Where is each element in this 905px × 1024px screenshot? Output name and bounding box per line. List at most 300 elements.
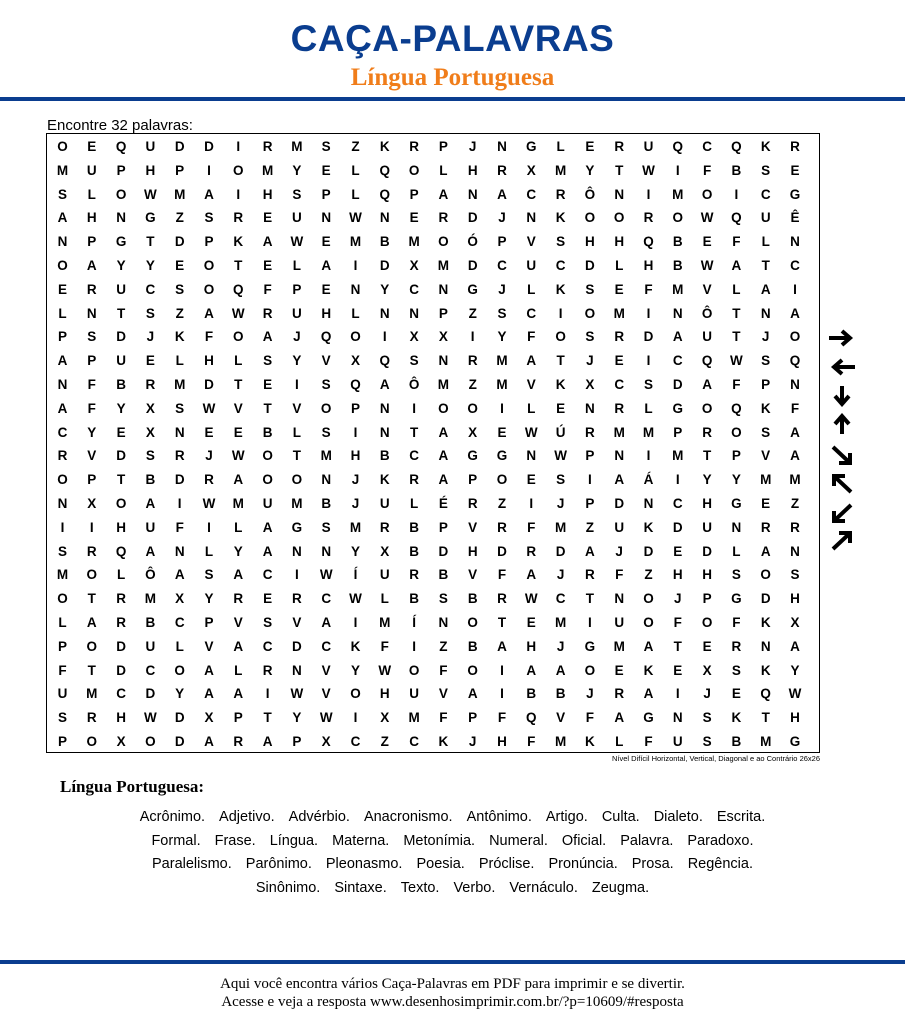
grid-cell[interactable]: L: [234, 519, 243, 535]
grid-cell[interactable]: H: [497, 734, 507, 749]
grid-cell[interactable]: S: [585, 281, 595, 297]
grid-cell[interactable]: M: [554, 162, 567, 178]
grid-cell[interactable]: S: [585, 329, 595, 345]
grid-cell[interactable]: O: [731, 424, 742, 440]
grid-cell[interactable]: A: [790, 305, 800, 321]
grid-cell[interactable]: R: [409, 139, 419, 154]
grid-cell[interactable]: O: [467, 615, 478, 630]
grid-cell[interactable]: Q: [115, 543, 127, 559]
grid-cell[interactable]: L: [615, 734, 624, 749]
grid-cell[interactable]: L: [58, 615, 67, 630]
grid-cell[interactable]: Y: [116, 400, 126, 416]
grid-cell[interactable]: K: [379, 472, 390, 488]
grid-cell[interactable]: G: [145, 210, 156, 226]
grid-cell[interactable]: K: [379, 139, 390, 154]
grid-cell[interactable]: F: [497, 710, 507, 726]
grid-cell[interactable]: J: [615, 543, 623, 559]
grid-cell[interactable]: O: [584, 305, 596, 321]
grid-cell[interactable]: X: [409, 329, 419, 345]
grid-cell[interactable]: R: [292, 591, 302, 607]
grid-cell[interactable]: F: [702, 162, 712, 178]
grid-cell[interactable]: H: [790, 591, 800, 607]
grid-cell[interactable]: N: [790, 377, 800, 392]
grid-cell[interactable]: K: [760, 615, 771, 630]
grid-cell[interactable]: O: [233, 329, 244, 345]
grid-cell[interactable]: Y: [145, 258, 155, 273]
grid-cell[interactable]: A: [233, 567, 244, 583]
grid-cell[interactable]: T: [234, 258, 243, 273]
grid-cell[interactable]: E: [702, 638, 712, 654]
grid-cell[interactable]: W: [730, 353, 743, 369]
grid-cell[interactable]: N: [614, 186, 625, 202]
grid-cell[interactable]: N: [497, 139, 507, 154]
grid-cell[interactable]: O: [86, 734, 98, 749]
grid-cell[interactable]: C: [672, 353, 683, 369]
grid-cell[interactable]: M: [613, 305, 625, 321]
grid-cell[interactable]: O: [643, 591, 654, 607]
grid-cell[interactable]: I: [236, 139, 241, 154]
grid-cell[interactable]: X: [702, 662, 712, 678]
grid-cell[interactable]: I: [558, 305, 563, 321]
grid-cell[interactable]: O: [203, 281, 215, 297]
grid-cell[interactable]: M: [86, 686, 98, 702]
grid-cell[interactable]: O: [496, 472, 508, 488]
grid-cell[interactable]: H: [379, 686, 390, 702]
grid-cell[interactable]: A: [262, 543, 273, 559]
grid-cell[interactable]: E: [321, 234, 331, 250]
grid-cell[interactable]: Y: [292, 353, 302, 369]
grid-cell[interactable]: S: [761, 353, 771, 369]
grid-cell[interactable]: W: [554, 448, 567, 464]
grid-cell[interactable]: O: [86, 638, 98, 654]
grid-cell[interactable]: X: [585, 377, 595, 392]
grid-cell[interactable]: V: [468, 519, 478, 535]
grid-cell[interactable]: R: [233, 591, 244, 607]
grid-cell[interactable]: O: [57, 258, 68, 273]
grid-cell[interactable]: H: [585, 234, 595, 250]
grid-cell[interactable]: U: [145, 638, 156, 654]
grid-cell[interactable]: E: [263, 377, 273, 392]
grid-cell[interactable]: R: [643, 210, 654, 226]
grid-cell[interactable]: P: [702, 591, 712, 607]
grid-cell[interactable]: M: [349, 234, 362, 250]
grid-cell[interactable]: X: [380, 710, 390, 726]
grid-cell[interactable]: N: [292, 662, 302, 678]
grid-cell[interactable]: J: [205, 448, 213, 464]
grid-cell[interactable]: X: [526, 162, 536, 178]
grid-cell[interactable]: F: [644, 281, 653, 297]
grid-cell[interactable]: F: [644, 734, 653, 749]
grid-cell[interactable]: A: [467, 686, 478, 702]
grid-cell[interactable]: N: [321, 543, 332, 559]
grid-cell[interactable]: J: [468, 734, 477, 749]
grid-cell[interactable]: D: [116, 329, 126, 345]
grid-cell[interactable]: P: [438, 519, 448, 535]
grid-cell[interactable]: H: [86, 210, 97, 226]
grid-cell[interactable]: G: [115, 234, 127, 250]
grid-cell[interactable]: C: [262, 567, 273, 583]
grid-cell[interactable]: P: [409, 186, 419, 202]
grid-cell[interactable]: T: [116, 472, 126, 488]
grid-cell[interactable]: A: [379, 377, 390, 392]
grid-cell[interactable]: J: [556, 567, 565, 583]
grid-cell[interactable]: K: [731, 710, 742, 726]
grid-cell[interactable]: R: [790, 519, 800, 535]
grid-cell[interactable]: N: [174, 543, 185, 559]
grid-cell[interactable]: N: [760, 305, 771, 321]
grid-cell[interactable]: E: [175, 258, 185, 273]
grid-cell[interactable]: U: [409, 686, 419, 702]
grid-cell[interactable]: E: [761, 496, 771, 511]
grid-cell[interactable]: L: [351, 162, 360, 178]
grid-cell[interactable]: T: [761, 710, 770, 726]
grid-cell[interactable]: V: [292, 615, 302, 630]
grid-cell[interactable]: C: [321, 638, 332, 654]
grid-cell[interactable]: O: [438, 400, 449, 416]
grid-cell[interactable]: M: [291, 496, 303, 511]
grid-cell[interactable]: R: [409, 472, 419, 488]
grid-cell[interactable]: F: [497, 567, 507, 583]
grid-cell[interactable]: R: [86, 543, 97, 559]
grid-cell[interactable]: A: [614, 472, 625, 488]
grid-cell[interactable]: I: [295, 377, 299, 392]
grid-cell[interactable]: P: [497, 234, 507, 250]
grid-cell[interactable]: Y: [292, 710, 302, 726]
grid-cell[interactable]: Ô: [701, 305, 713, 321]
grid-cell[interactable]: L: [58, 305, 67, 321]
grid-cell[interactable]: M: [379, 615, 391, 630]
grid-cell[interactable]: U: [526, 258, 537, 273]
grid-cell[interactable]: L: [527, 400, 536, 416]
grid-cell[interactable]: C: [409, 281, 419, 297]
grid-cell[interactable]: N: [438, 615, 449, 630]
grid-cell[interactable]: N: [526, 448, 537, 464]
grid-cell[interactable]: J: [586, 353, 594, 369]
grid-cell[interactable]: M: [642, 424, 655, 440]
grid-cell[interactable]: I: [646, 448, 651, 464]
grid-cell[interactable]: T: [116, 305, 126, 321]
grid-cell[interactable]: Ô: [408, 377, 420, 392]
grid-cell[interactable]: M: [613, 638, 625, 654]
grid-cell[interactable]: N: [86, 305, 97, 321]
grid-cell[interactable]: X: [145, 424, 155, 440]
grid-cell[interactable]: N: [760, 638, 771, 654]
grid-cell[interactable]: B: [409, 543, 419, 559]
grid-cell[interactable]: Y: [350, 543, 360, 559]
grid-cell[interactable]: Ó: [467, 234, 478, 250]
grid-cell[interactable]: O: [350, 686, 361, 702]
grid-cell[interactable]: Ô: [584, 186, 596, 202]
grid-cell[interactable]: W: [349, 591, 362, 607]
grid-cell[interactable]: M: [174, 186, 186, 202]
grid-cell[interactable]: O: [233, 162, 244, 178]
grid-cell[interactable]: V: [321, 353, 331, 369]
grid-cell[interactable]: W: [290, 234, 304, 250]
grid-cell[interactable]: P: [87, 353, 97, 369]
grid-cell[interactable]: W: [202, 496, 216, 511]
grid-cell[interactable]: P: [438, 305, 448, 321]
grid-cell[interactable]: I: [675, 686, 680, 702]
grid-cell[interactable]: L: [409, 496, 419, 511]
grid-cell[interactable]: A: [555, 662, 566, 678]
grid-cell[interactable]: I: [470, 329, 475, 345]
grid-cell[interactable]: W: [144, 710, 157, 726]
grid-cell[interactable]: W: [378, 662, 392, 678]
grid-cell[interactable]: N: [57, 234, 68, 250]
grid-cell[interactable]: Á: [643, 472, 654, 488]
grid-cell[interactable]: P: [731, 448, 741, 464]
grid-cell[interactable]: Ê: [790, 210, 800, 226]
grid-cell[interactable]: C: [526, 186, 537, 202]
grid-cell[interactable]: U: [57, 686, 68, 702]
grid-cell[interactable]: N: [409, 305, 419, 321]
grid-cell[interactable]: W: [319, 710, 333, 726]
grid-cell[interactable]: Í: [353, 567, 358, 583]
grid-cell[interactable]: D: [467, 210, 478, 226]
grid-cell[interactable]: D: [497, 543, 507, 559]
grid-cell[interactable]: B: [731, 162, 742, 178]
grid-cell[interactable]: P: [468, 472, 478, 488]
grid-cell[interactable]: J: [556, 638, 565, 654]
grid-cell[interactable]: T: [673, 638, 682, 654]
grid-cell[interactable]: A: [321, 615, 332, 630]
grid-cell[interactable]: Y: [702, 472, 712, 488]
grid-cell[interactable]: R: [262, 305, 273, 321]
grid-cell[interactable]: F: [87, 400, 96, 416]
grid-cell[interactable]: M: [613, 424, 625, 440]
grid-cell[interactable]: C: [57, 424, 68, 440]
grid-cell[interactable]: A: [145, 543, 156, 559]
grid-cell[interactable]: E: [263, 258, 273, 273]
grid-cell[interactable]: J: [586, 686, 594, 702]
grid-cell[interactable]: T: [732, 305, 741, 321]
grid-cell[interactable]: A: [760, 543, 771, 559]
grid-cell[interactable]: F: [439, 662, 448, 678]
grid-cell[interactable]: Z: [175, 305, 184, 321]
grid-cell[interactable]: F: [732, 234, 741, 250]
grid-cell[interactable]: I: [646, 305, 651, 321]
grid-cell[interactable]: F: [263, 281, 272, 297]
grid-cell[interactable]: D: [672, 519, 683, 535]
grid-cell[interactable]: Y: [204, 591, 214, 607]
grid-cell[interactable]: P: [57, 329, 67, 345]
grid-cell[interactable]: D: [467, 258, 478, 273]
grid-cell[interactable]: I: [353, 710, 358, 726]
grid-cell[interactable]: A: [790, 448, 800, 464]
grid-cell[interactable]: A: [438, 448, 449, 464]
grid-cell[interactable]: H: [672, 567, 683, 583]
grid-cell[interactable]: I: [295, 567, 299, 583]
grid-cell[interactable]: A: [233, 638, 244, 654]
grid-cell[interactable]: K: [233, 234, 244, 250]
grid-cell[interactable]: B: [731, 734, 742, 749]
grid-cell[interactable]: M: [56, 567, 69, 583]
grid-cell[interactable]: C: [116, 686, 126, 702]
grid-cell[interactable]: N: [379, 424, 390, 440]
grid-cell[interactable]: V: [321, 686, 331, 702]
grid-cell[interactable]: V: [438, 686, 448, 702]
grid-cell[interactable]: I: [177, 496, 182, 511]
grid-cell[interactable]: V: [87, 448, 97, 464]
grid-cell[interactable]: H: [145, 162, 156, 178]
grid-cell[interactable]: O: [262, 472, 273, 488]
grid-cell[interactable]: O: [789, 329, 801, 345]
grid-cell[interactable]: E: [263, 591, 273, 607]
grid-cell[interactable]: C: [174, 615, 185, 630]
grid-cell[interactable]: V: [761, 448, 771, 464]
grid-cell[interactable]: Z: [585, 519, 595, 535]
grid-cell[interactable]: R: [585, 424, 595, 440]
grid-cell[interactable]: M: [554, 615, 567, 630]
grid-cell[interactable]: D: [174, 710, 185, 726]
grid-cell[interactable]: U: [379, 567, 390, 583]
grid-cell[interactable]: K: [350, 638, 361, 654]
grid-cell[interactable]: A: [526, 353, 537, 369]
grid-cell[interactable]: M: [672, 281, 684, 297]
grid-cell[interactable]: P: [350, 400, 360, 416]
grid-cell[interactable]: Z: [468, 305, 477, 321]
grid-cell[interactable]: Q: [233, 281, 244, 297]
grid-cell[interactable]: X: [468, 424, 478, 440]
grid-cell[interactable]: D: [116, 662, 126, 678]
grid-cell[interactable]: R: [497, 591, 507, 607]
grid-cell[interactable]: Y: [380, 281, 390, 297]
grid-cell[interactable]: I: [675, 472, 680, 488]
grid-cell[interactable]: B: [145, 472, 156, 488]
grid-cell[interactable]: P: [87, 234, 97, 250]
grid-cell[interactable]: D: [379, 258, 390, 273]
grid-cell[interactable]: F: [204, 329, 214, 345]
grid-cell[interactable]: C: [555, 258, 566, 273]
grid-cell[interactable]: O: [291, 472, 303, 488]
grid-cell[interactable]: D: [614, 496, 625, 511]
grid-cell[interactable]: I: [588, 472, 592, 488]
grid-cell[interactable]: R: [204, 472, 214, 488]
grid-cell[interactable]: E: [116, 424, 126, 440]
grid-cell[interactable]: M: [144, 591, 157, 607]
grid-cell[interactable]: A: [174, 567, 185, 583]
grid-cell[interactable]: L: [615, 258, 624, 273]
grid-cell[interactable]: J: [556, 496, 565, 511]
grid-cell[interactable]: L: [204, 543, 214, 559]
grid-cell[interactable]: Q: [672, 139, 684, 154]
grid-cell[interactable]: G: [643, 710, 654, 726]
grid-cell[interactable]: O: [57, 591, 68, 607]
grid-cell[interactable]: X: [409, 258, 419, 273]
grid-cell[interactable]: C: [790, 258, 800, 273]
grid-cell[interactable]: R: [555, 186, 566, 202]
grid-cell[interactable]: H: [262, 186, 273, 202]
grid-cell[interactable]: T: [585, 591, 595, 607]
grid-cell[interactable]: O: [467, 400, 478, 416]
grid-cell[interactable]: P: [673, 424, 683, 440]
grid-cell[interactable]: A: [204, 186, 214, 202]
grid-cell[interactable]: B: [262, 424, 273, 440]
grid-cell[interactable]: S: [57, 543, 67, 559]
grid-cell[interactable]: D: [174, 234, 185, 250]
grid-cell[interactable]: Y: [87, 424, 97, 440]
grid-cell[interactable]: R: [702, 424, 712, 440]
grid-cell[interactable]: K: [174, 329, 185, 345]
grid-cell[interactable]: W: [349, 210, 362, 226]
grid-cell[interactable]: I: [236, 186, 241, 202]
grid-cell[interactable]: C: [555, 591, 566, 607]
grid-cell[interactable]: E: [673, 543, 683, 559]
grid-cell[interactable]: B: [555, 686, 566, 702]
grid-cell[interactable]: A: [57, 210, 68, 226]
grid-cell[interactable]: X: [790, 615, 800, 630]
grid-cell[interactable]: U: [145, 139, 156, 154]
grid-cell[interactable]: V: [321, 662, 331, 678]
grid-cell[interactable]: T: [497, 615, 507, 630]
grid-cell[interactable]: B: [672, 234, 683, 250]
grid-cell[interactable]: S: [761, 162, 771, 178]
grid-cell[interactable]: G: [291, 519, 303, 535]
grid-cell[interactable]: O: [203, 258, 215, 273]
grid-cell[interactable]: M: [554, 734, 567, 749]
grid-cell[interactable]: O: [408, 162, 420, 178]
grid-cell[interactable]: N: [790, 234, 800, 250]
grid-cell[interactable]: S: [409, 353, 419, 369]
grid-cell[interactable]: I: [500, 686, 504, 702]
grid-cell[interactable]: I: [60, 519, 65, 535]
grid-cell[interactable]: C: [409, 734, 419, 749]
grid-cell[interactable]: W: [319, 567, 333, 583]
grid-cell[interactable]: S: [145, 448, 155, 464]
grid-cell[interactable]: A: [497, 186, 507, 202]
grid-cell[interactable]: Y: [731, 472, 741, 488]
grid-cell[interactable]: A: [321, 258, 332, 273]
grid-cell[interactable]: N: [438, 281, 449, 297]
grid-cell[interactable]: C: [702, 139, 712, 154]
grid-cell[interactable]: É: [438, 496, 448, 511]
grid-cell[interactable]: Q: [760, 686, 771, 702]
grid-cell[interactable]: H: [467, 162, 478, 178]
grid-cell[interactable]: Q: [320, 329, 332, 345]
grid-cell[interactable]: N: [614, 448, 625, 464]
grid-cell[interactable]: M: [496, 377, 508, 392]
grid-cell[interactable]: P: [585, 496, 595, 511]
grid-cell[interactable]: I: [89, 519, 94, 535]
grid-cell[interactable]: I: [646, 186, 651, 202]
grid-cell[interactable]: O: [701, 615, 713, 630]
grid-cell[interactable]: Y: [233, 543, 243, 559]
grid-cell[interactable]: Q: [115, 139, 127, 154]
grid-cell[interactable]: U: [760, 210, 771, 226]
grid-cell[interactable]: F: [732, 615, 741, 630]
grid-cell[interactable]: D: [760, 591, 771, 607]
grid-cell[interactable]: P: [57, 638, 67, 654]
grid-cell[interactable]: B: [409, 591, 419, 607]
grid-cell[interactable]: W: [642, 162, 655, 178]
grid-cell[interactable]: L: [732, 281, 741, 297]
grid-cell[interactable]: U: [672, 734, 683, 749]
grid-cell[interactable]: S: [57, 186, 67, 202]
grid-cell[interactable]: L: [761, 234, 770, 250]
grid-cell[interactable]: A: [585, 543, 595, 559]
grid-cell[interactable]: Q: [526, 710, 537, 726]
grid-cell[interactable]: R: [262, 139, 273, 154]
grid-cell[interactable]: C: [526, 305, 537, 321]
grid-cell[interactable]: T: [292, 448, 302, 464]
grid-cell[interactable]: O: [145, 734, 156, 749]
grid-cell[interactable]: A: [438, 186, 449, 202]
grid-cell[interactable]: L: [292, 258, 302, 273]
grid-cell[interactable]: N: [585, 400, 595, 416]
grid-cell[interactable]: M: [408, 710, 420, 726]
grid-cell[interactable]: X: [438, 329, 448, 345]
grid-cell[interactable]: P: [585, 448, 595, 464]
